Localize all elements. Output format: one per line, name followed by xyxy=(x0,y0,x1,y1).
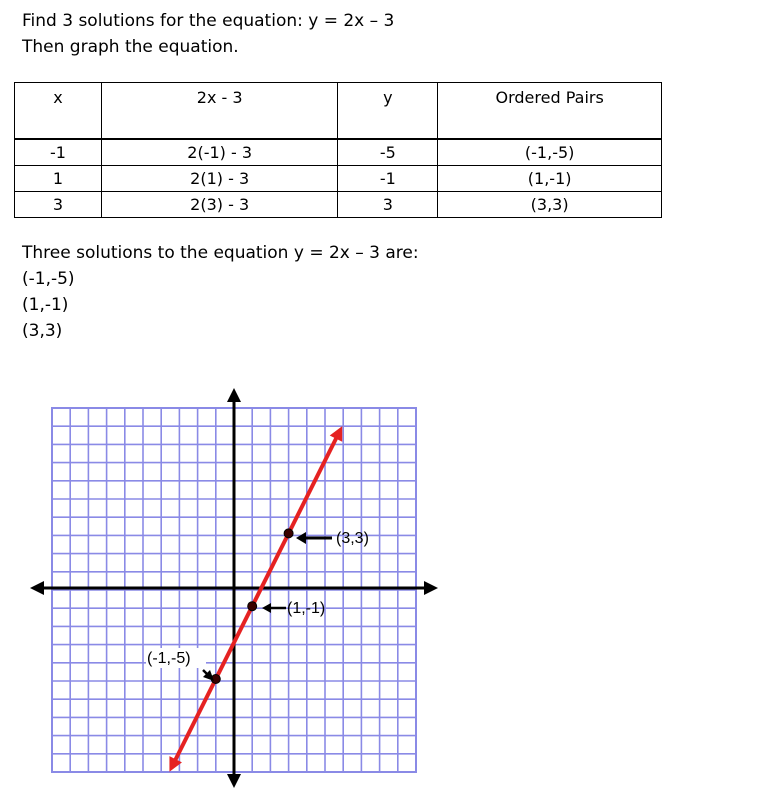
x-axis-right-arrow xyxy=(424,581,438,595)
cell-x: 3 xyxy=(15,192,102,218)
cell-x: 1 xyxy=(15,166,102,192)
summary-solution: (-1,-5) xyxy=(22,269,75,289)
x-axis-left-arrow xyxy=(30,581,44,595)
cell-pair: (-1,-5) xyxy=(438,139,662,166)
summary-solution: (3,3) xyxy=(22,321,63,341)
summary-intro: Three solutions to the equation y = 2x – 3 are: xyxy=(22,243,419,263)
header-y: y xyxy=(338,83,438,140)
coordinate-graph xyxy=(0,360,765,805)
cell-expression: 2(3) - 3 xyxy=(101,192,338,218)
summary-solution: (1,-1) xyxy=(22,295,69,315)
axes xyxy=(30,388,438,788)
table-row xyxy=(15,166,662,192)
instruction-line-2: Then graph the equation. xyxy=(22,37,239,57)
solution-point xyxy=(248,602,257,611)
cell-pair: (1,-1) xyxy=(438,166,662,192)
table-row xyxy=(15,192,662,218)
annotation-arrowhead xyxy=(296,532,306,544)
instructions xyxy=(22,8,394,60)
cell-y: -1 xyxy=(338,166,438,192)
cell-y: -5 xyxy=(338,139,438,166)
cell-y: 3 xyxy=(338,192,438,218)
solution-point xyxy=(284,529,293,538)
solution-table xyxy=(14,82,662,218)
solutions-summary xyxy=(22,240,419,344)
instruction-line-1: Find 3 solutions for the equation: y = 2x – 3 xyxy=(22,11,395,31)
header-x: x xyxy=(15,83,102,140)
cell-expression: 2(-1) - 3 xyxy=(101,139,338,166)
cell-expression: 2(1) - 3 xyxy=(101,166,338,192)
cell-pair: (3,3) xyxy=(438,192,662,218)
table-row xyxy=(15,139,662,166)
point-label: (3,3) xyxy=(336,530,369,547)
table-header-row xyxy=(15,83,662,140)
point-label: (1,-1) xyxy=(287,600,326,617)
annotation-arrowhead xyxy=(262,603,271,613)
header-ordered-pairs: Ordered Pairs xyxy=(438,83,662,140)
plot-layer xyxy=(169,426,342,772)
y-axis-bottom-arrow xyxy=(227,774,241,788)
cell-x: -1 xyxy=(15,139,102,166)
point-label: (-1,-5) xyxy=(147,650,191,667)
y-axis-top-arrow xyxy=(227,388,241,402)
header-expression: 2x - 3 xyxy=(101,83,338,140)
